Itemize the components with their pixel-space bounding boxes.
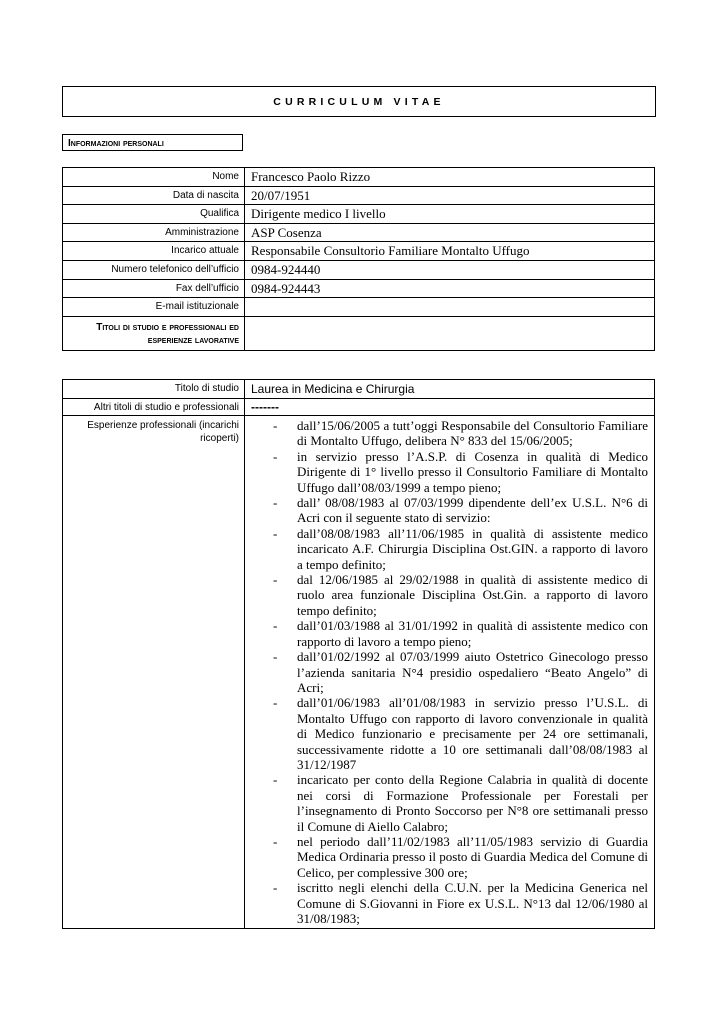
section-label-text: Informazioni personali	[68, 138, 164, 149]
bullet-dash: -	[273, 695, 278, 711]
personal-row	[63, 279, 655, 298]
personal-value: Francesco Paolo Rizzo	[245, 168, 655, 187]
experience-text: in servizio presso l’A.S.P. di Cosenza in qualità di Medico Dirigente di 1° livello presso il Consultorio Familiare di Montalto Uffugo dall’08/03/1999 a tempo pieno;	[297, 448, 648, 495]
experience-label: Esperienze professionali (incarichi ricoperti)	[63, 416, 245, 929]
bullet-dash: -	[273, 448, 278, 464]
experience-cell	[245, 416, 655, 929]
personal-label: Fax dell’ufficio	[63, 279, 245, 298]
other-titles-label: Altri titoli di studio e professionali	[63, 399, 245, 416]
personal-row	[63, 205, 655, 224]
experience-text: dall’08/08/1983 all’11/06/1985 in qualità di assistente medico incaricato A.F. Chirurgia Disciplina Ost.GIN. a rapporto di lavoro a tempo definito;	[297, 525, 648, 572]
experience-text: dall’15/06/2005 a tutt’oggi Responsabile del Consultorio Familiare di Montalto Uffugo, delibera N° 833 del 15/06/2005;	[297, 418, 648, 449]
personal-row	[63, 186, 655, 205]
experience-item	[257, 618, 648, 649]
bullet-dash: -	[273, 418, 278, 433]
bullet-dash: -	[273, 495, 278, 511]
experience-item	[257, 695, 648, 772]
experience-text: dal 12/06/1985 al 29/02/1988 in qualità di assistente medico di ruolo area funzionale Disciplina Ost.Gin. a rapporto di lavoro tempo definito;	[297, 572, 648, 618]
personal-label: Numero telefonico dell’ufficio	[63, 260, 245, 279]
section-label-personal-info	[62, 134, 243, 151]
personal-label: Incarico attuale	[63, 242, 245, 261]
personal-label: Amministrazione	[63, 223, 245, 242]
personal-value: 0984-924443	[245, 279, 655, 298]
bullet-dash: -	[273, 772, 278, 788]
personal-value: ASP Cosenza	[245, 223, 655, 242]
personal-value: 20/07/1951	[245, 186, 655, 205]
experience-text: nel periodo dall’11/02/1983 all’11/05/1983 servizio di Guardia Medica Ordinaria presso il posto di Guardia Medica del Comune di Celico, per complessive 300 ore;	[297, 833, 648, 880]
experience-item	[257, 880, 648, 926]
degree-value: Laurea in Medicina e Chirurgia	[245, 380, 655, 399]
titles-heading	[63, 316, 245, 350]
experience-item	[257, 834, 648, 880]
experience-item	[257, 526, 648, 572]
experience-item	[257, 572, 648, 618]
personal-row	[63, 242, 655, 261]
personal-label: Data di nascita	[63, 186, 245, 205]
studies-table	[62, 379, 655, 929]
experience-list	[257, 418, 648, 926]
personal-value	[245, 298, 655, 317]
degree-label: Titolo di studio	[63, 380, 245, 399]
experience-item	[257, 772, 648, 834]
titles-heading-row	[63, 316, 655, 350]
personal-value: Dirigente medico I livello	[245, 205, 655, 224]
personal-row	[63, 223, 655, 242]
experience-item	[257, 495, 648, 526]
personal-row	[63, 260, 655, 279]
other-titles-row	[63, 399, 655, 416]
experience-text: incaricato per conto della Regione Calabria in qualità di docente nei corsi di Formazione Professionale per Forestali per l’insegnamento di Pronto Soccorso per N°8 ore settimanali presso il Comune di Aiello Calabro;	[297, 772, 648, 834]
bullet-dash: -	[273, 618, 278, 634]
experience-text: dall’ 08/08/1983 al 07/03/1999 dipendente dell’ex U.S.L. N°6 di Acri con il seguente stato di servizio:	[297, 495, 648, 526]
bullet-dash: -	[273, 572, 278, 588]
experience-text: dall’01/03/1988 al 31/01/1992 in qualità di assistente medico con rapporto di lavoro a tempo pieno;	[297, 618, 648, 649]
experience-item	[257, 418, 648, 449]
degree-row	[63, 380, 655, 399]
experience-text: iscritto negli elenchi della C.U.N. per la Medicina Generica nel Comune di S.Giovanni in Fiore ex U.S.L. N°13 dal 12/06/1980 al 31/08/1983;	[297, 880, 648, 926]
personal-row	[63, 168, 655, 187]
personal-label: E-mail istituzionale	[63, 298, 245, 317]
experience-item	[257, 649, 648, 695]
personal-value: Responsabile Consultorio Familiare Montalto Uffugo	[245, 242, 655, 261]
bullet-dash: -	[273, 525, 278, 541]
title-box	[62, 86, 656, 117]
experience-row	[63, 416, 655, 929]
personal-value: 0984-924440	[245, 260, 655, 279]
other-titles-value: -------	[245, 399, 655, 416]
experience-text: dall’01/02/1992 al 07/03/1999 aiuto Ostetrico Ginecologo presso l’azienda sanitaria N°4 presidio ospedaliero “Beato Angelo” di Acri;	[297, 649, 648, 695]
experience-text: dall’01/06/1983 all’01/08/1983 in servizio presso l’U.S.L. di Montalto Uffugo con rapporto di lavoro convenzionale in qualità di Medico funzionario e precisamente per 24 ore settimanali, successivamente ridotte a 10 ore settimanali dall’08/08/1983 al 31/12/1987	[297, 695, 648, 772]
document-title: CURRICULUM VITAE	[273, 95, 445, 108]
bullet-dash: -	[273, 649, 278, 665]
personal-info-table	[62, 167, 655, 351]
personal-label: Qualifica	[63, 205, 245, 224]
bullet-dash: -	[273, 833, 278, 849]
bullet-dash: -	[273, 880, 278, 896]
titles-heading-text: Titoli di studio e professionali ed esperienze lavorative	[96, 321, 239, 346]
personal-row	[63, 298, 655, 317]
personal-label: Nome	[63, 168, 245, 187]
experience-item	[257, 449, 648, 495]
titles-heading-empty	[245, 316, 655, 350]
